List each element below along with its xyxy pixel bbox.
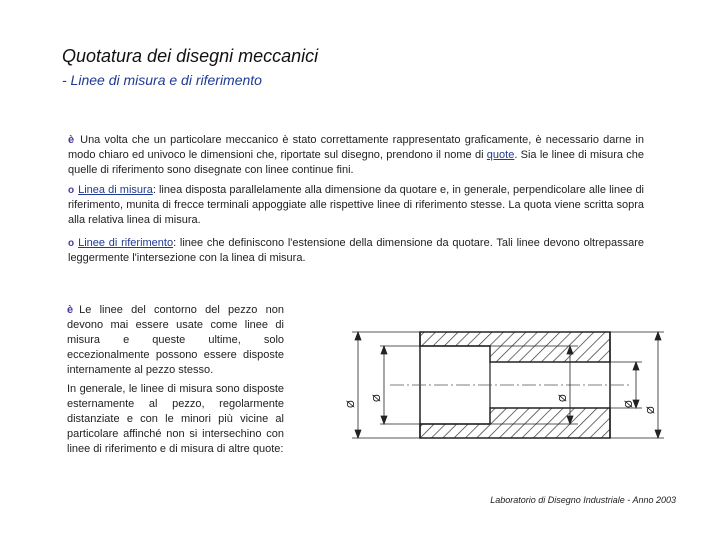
definition-linee-di-riferimento — [68, 236, 644, 266]
definition-linea-di-misura — [68, 183, 644, 228]
page-subtitle: - Linee di misura e di riferimento — [62, 72, 262, 88]
diameter-label-right-inner: Ø — [624, 400, 635, 408]
definition-text: : linee che definiscono l'estensione della dimensione da quotare. Tali linee devono oltrepassare leggermente l'intersezione con la linea di misura. — [68, 237, 644, 264]
diameter-label-bore: Ø — [558, 394, 569, 402]
arrow-icon: è — [68, 134, 75, 146]
side-note-1-text: Le linee del contorno del pezzo non devono mai essere usate come linee di misura e queste ultime, solo eccezionalmente possono essere disposte internamente al pezzo stesso. — [67, 304, 284, 376]
diameter-label-left-inner: Ø — [372, 394, 383, 402]
intro-paragraph — [68, 133, 644, 178]
side-note-1 — [67, 303, 284, 378]
footer-text: Laboratorio di Disegno Industriale - Anno 2003 — [490, 495, 676, 505]
side-note-2: In generale, le linee di misura sono disposte esternamente al pezzo, regolarmente distanziate e con le minori più vicine al particolare affinché non si intersechino con linee di riferimento e di misura di altre quote: — [67, 383, 284, 455]
term-quote: quote — [486, 149, 515, 161]
definition-text: : linea disposta parallelamente alla dimensione da quotare e, in generale, perpendicolare alle linee di riferimento, munita di frecce terminali appoggiate alle rispettive linee di riferimento stesse. La quota viene scritta sopra alla relativa linea di misura. — [68, 184, 644, 226]
definition-term: Linee di riferimento — [78, 237, 174, 249]
page-title: Quotatura dei disegni meccanici — [62, 46, 319, 66]
mechanical-drawing — [330, 290, 675, 480]
intro-text-before: Una volta che un particolare meccanico è stato correttamente rappresentato graficamente, è necessario darne in modo chiaro ed univoco le dimensioni che, riportate sul disegno, prendono il nome di — [68, 134, 644, 161]
bullet-icon: o — [68, 238, 75, 249]
definition-term: Linea di misura — [78, 184, 153, 196]
left-dimensions — [352, 332, 420, 438]
intro-text-after: . Sia le linee di misura che quelle di riferimento sono disegnate con linee continue fini. — [68, 149, 644, 176]
arrow-icon: è — [67, 304, 74, 316]
hatched-section-bottom — [420, 408, 610, 438]
bullet-icon: o — [68, 185, 75, 196]
hatched-section-top — [420, 332, 610, 362]
diameter-label-left-outer: Ø — [346, 400, 357, 408]
diameter-label-right-outer: Ø — [646, 406, 657, 414]
